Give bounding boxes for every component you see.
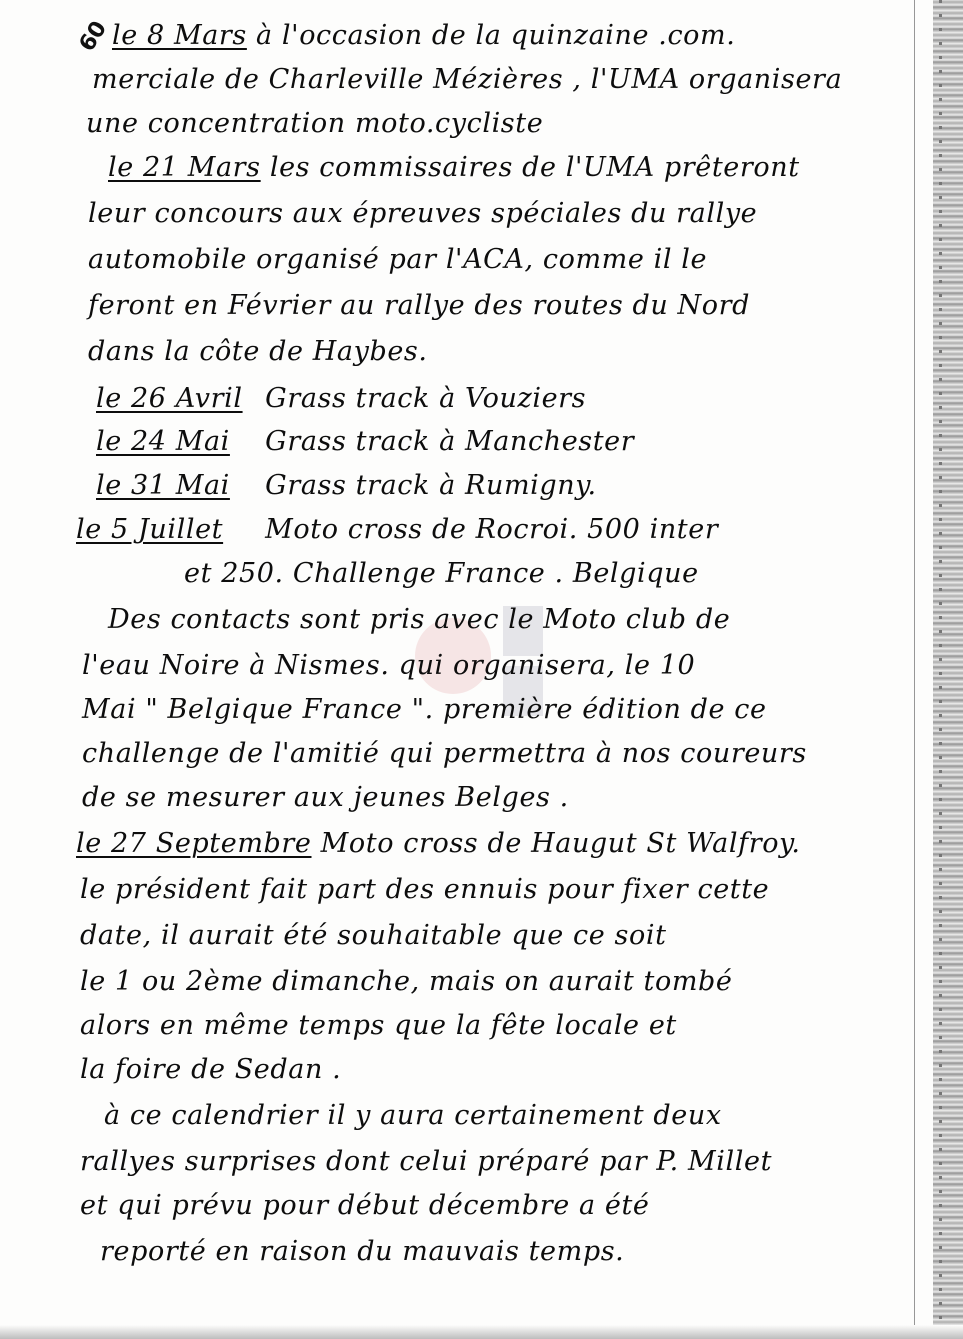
line-25: à ce calendrier il y aura certainement deux — [104, 1100, 722, 1131]
line-text: à l'occasion de la quinzaine .com. — [246, 20, 736, 51]
line-5: leur concours aux épreuves spéciales du rallye — [88, 198, 758, 229]
line-26: rallyes surprises dont celui préparé par P. Millet — [80, 1146, 773, 1177]
line-text: Moto cross de Rocroi. 500 inter — [256, 514, 719, 545]
line-2: merciale de Charleville Mézières , l'UMA organisera — [92, 64, 843, 95]
line-10 — [96, 428, 634, 455]
binding-rule — [914, 0, 915, 1339]
page-number: 60 — [74, 16, 113, 57]
line-text: Grass track à Vouziers — [256, 383, 587, 414]
line-14: Des contacts sont pris avec le Moto club de — [108, 604, 731, 635]
line-24: la foire de Sedan . — [80, 1054, 342, 1085]
line-12 — [76, 516, 718, 543]
line-text: Grass track à Rumigny. — [256, 470, 597, 501]
line-7: feront en Février au rallye des routes du Nord — [88, 290, 751, 321]
line-13: et 250. Challenge France . Belgique — [184, 558, 699, 589]
entry-date: le 26 Avril — [96, 383, 243, 414]
line-1 — [112, 22, 735, 49]
line-9 — [96, 385, 586, 412]
line-21: date, il aurait été souhaitable que ce soit — [80, 920, 667, 951]
line-18: de se mesurer aux jeunes Belges . — [82, 782, 569, 813]
line-3: une concentration moto.cycliste — [86, 108, 544, 139]
line-8: dans la côte de Haybes. — [88, 336, 428, 367]
entry-date: le 31 Mai — [96, 470, 230, 501]
line-6: automobile organisé par l'ACA, comme il le — [88, 244, 708, 275]
page-edge-shadow — [933, 0, 963, 1339]
line-27: et qui prévu pour début décembre a été — [80, 1190, 650, 1221]
line-11 — [96, 472, 597, 499]
line-28: reporté en raison du mauvais temps. — [100, 1236, 625, 1267]
entry-date: le 24 Mai — [96, 426, 230, 457]
line-text: les commissaires de l'UMA prêteront — [260, 152, 800, 183]
line-text: Moto cross de Haugut St Walfroy. — [311, 828, 801, 859]
line-23: alors en même temps que la fête locale et — [80, 1010, 677, 1041]
entry-date: le 8 Mars — [112, 20, 247, 51]
line-17: challenge de l'amitié qui permettra à nos coureurs — [82, 738, 807, 769]
line-22: le 1 ou 2ème dimanche, mais on aurait tombé — [80, 966, 733, 997]
line-19 — [76, 830, 801, 857]
entry-date: le 21 Mars — [108, 152, 261, 183]
line-text: Grass track à Manchester — [256, 426, 635, 457]
line-15: l'eau Noire à Nismes. qui organisera, le 10 — [82, 650, 696, 681]
entry-date: le 27 Septembre — [76, 828, 312, 859]
entry-date: le 5 Juillet — [76, 514, 224, 545]
page-bottom-shadow — [0, 1325, 963, 1339]
line-20: le président fait part des ennuis pour fixer cette — [80, 874, 770, 905]
line-16: Mai " Belgique France ". première édition de ce — [82, 694, 767, 725]
line-4 — [108, 154, 800, 181]
